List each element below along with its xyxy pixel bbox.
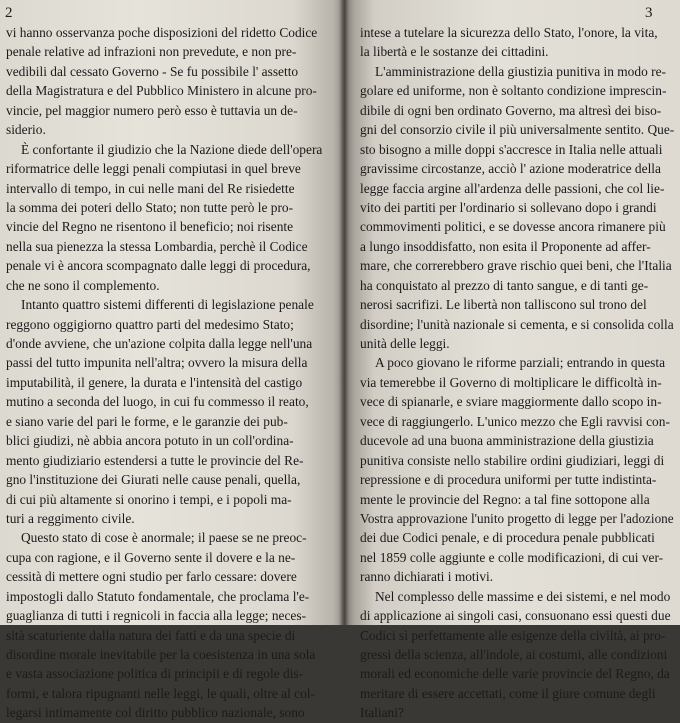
text-line: riformatrice delle leggi penali compiutasi in quel breve [6,161,301,177]
left-page-text [6,23,328,723]
text-line: ha conquistato al prezzo di tanto sangue, e di tanti ge- [360,277,649,293]
text-line: Nel complesso delle massime e dei sistemi, e nel modo [375,588,671,604]
text-line: Questo stato di cose è anormale; il paese se ne preoc- [21,530,307,546]
text-line: L'amministrazione della giustizia punitiva in modo re- [375,63,666,79]
text-line: penale relative ad infrazioni non prevedute, e non pre- [6,44,297,60]
text-line: di cui più altamente si onorino i tempi, e i popoli ma- [6,491,292,507]
text-line: sità scaturiente dalla natura dei fatti e da una specie di [6,627,296,643]
text-line: passi del tutto impunita nell'altra; ovvero la misura della [6,355,308,371]
text-line: e vasta associazione politica di principii e di regole dis- [6,666,304,682]
text-line: nella sua pienezza la stessa Lombardia, perchè il Codice [6,238,308,254]
text-line: meritare di essere accettati, come il giure comune degli [360,685,656,701]
text-line: formi, e talora ripugnanti nelle leggi, le quali, oltre al col- [6,685,315,701]
text-line: mare, che correrebbero grave rischio quei beni, che l'Italia [360,258,672,274]
text-line: mutino a seconda del luogo, in cui fu commesso il reato, [6,394,309,410]
text-line: Italiani? [360,705,404,721]
text-line: disordine morale inevitabile per la coesistenza in una sola [6,647,316,662]
text-line: a lungo insoddisfatto, non esita il Proponente ad affer- [360,238,651,254]
text-line: turi a reggimento civile. [6,510,135,526]
text-line: ducevole ad una buona amministrazione della giustizia [360,433,654,449]
text-line: vito dei partiti per l'ordinario si sollevano dopo i grandi [360,199,657,215]
text-line: repressione e di procedura uniformi per tutte indistinta- [360,472,657,488]
text-line: guaglianza di tutti i regnicoli in faccia alla legge; neces- [6,608,307,624]
text-line: vincie, pel maggior numero però esso è tuttavia un de- [6,102,298,118]
text-line: commovimenti politici, e se dovesse ancora rimanere più [360,219,666,235]
text-line: blici giudizi, nè abbia ancora potuto in un coll'ordina- [6,433,294,449]
text-line: intese a tutelare la sicurezza dello Stato, l'onore, la vita, [360,25,658,40]
text-line: sto bisogno a mille doppi s'accresce in Italia nelle attuali [360,141,663,157]
text-line: d'onde avviene, che un'azione colpita dalla legge nell'una [6,336,313,351]
text-line: imputabilità, il genere, la durata e l'intensità del castigo [6,374,303,390]
text-line: vedibili dal cessato Governo - Se fu possibile l' assetto [6,63,299,79]
text-line: ranno dichiarati i motivi. [360,569,494,585]
text-line: impostogli dallo Statuto fondamentale, che proclama l'e- [6,588,310,604]
text-line: golare ed uniforme, non è soltanto condizione imprescin- [360,83,667,99]
text-line: disordine; l'unità nazionale si cementa, e si consolida colla [360,316,674,332]
text-line: Vostra approvazione l'unito progetto di legge per l'adozione [360,510,674,526]
text-line: gravissime circostanze, acciò l' azione moderatrice della [360,161,661,177]
text-line: legge faccia argine all'ardenza delle passioni, che col lie- [360,180,665,196]
text-line: mente le provincie del Regno: a tal fine sottopone alla [360,491,650,507]
text-line: cupa con ragione, e il Governo sente il dovere e la ne- [6,549,296,565]
book-gutter [339,0,349,625]
text-line: vece di raggiungerlo. L'unico mezzo che Egli ravvisi con- [360,413,670,429]
text-line: della Magistratura e del Pubblico Ministero in alcune pro- [6,83,317,99]
text-line: siderio. [6,122,46,138]
text-line: È confortante il giudizio che la Nazione diede dell'opera [21,141,323,157]
text-line: vincie del Regno ne risentono il beneficio; noi risente [6,219,294,235]
right-page-text [360,23,674,723]
right-page-number: 3 [645,5,653,21]
text-line: legarsi intimamente col diritto pubblico nazionale, sono [6,705,305,721]
text-line: di applicazione ai singoli casi, consuonano essi questi due [360,608,671,624]
text-line: penale vi è ancora scompagnato dalle leggi di procedura, [6,258,311,274]
text-line: gressi della scienza, all'indole, ai costumi, alle condizioni [360,647,668,662]
text-line: morali ed economiche delle varie provincie del Regno, da [360,666,670,682]
text-line: intervallo di tempo, in cui nelle mani del Re risiedette [6,180,295,196]
text-line: gni del consorzio civile il più universalmente sentito. Que- [360,122,675,138]
left-page-number: 2 [5,5,13,21]
text-line: mento giudiziario estendersi a tutte le provincie del Re- [6,452,304,468]
text-line: unità delle leggi. [360,336,450,351]
text-line: la libertà e le sostanze dei cittadini. [360,44,549,60]
right-page [344,0,680,721]
text-line: Codici sì perfettamente alle esigenze della civiltà, ai pro- [360,627,666,643]
text-line: cessità di mettere ogni studio per farlo cessare: dovere [6,569,297,585]
text-line: vi hanno osservanza poche disposizioni del ridetto Codice [6,25,318,40]
text-line: che ne sono il complemento. [6,277,160,293]
text-line: e siano varie del pari le forme, e le garanzie dei pub- [6,413,288,429]
text-line: punitiva consiste nello stabilire ordini giudiziari, leggi di [360,452,665,468]
text-line: A poco giovano le riforme parziali; entrando in questa [375,355,666,371]
text-line: gno l'instituzione dei Giurati nelle cause penali, quella, [6,472,301,488]
text-line: vece di spianarle, e sviare maggiormente dallo scopo in- [360,394,662,410]
text-line: dibile di ogni ben ordinato Governo, ma altresì dei biso- [360,102,662,118]
text-line: nel 1859 colle aggiunte e colle modificazioni, di cui ver- [360,549,664,565]
text-line: la somma dei poteri dello Stato; non tutte però le pro- [6,199,294,215]
text-line: Intanto quattro sistemi differenti di legislazione penale [21,297,314,313]
text-line: nerosi sacrifizi. Le libertà non talliscono sul trono del [360,297,647,313]
text-line: reggono oggigiorno quattro parti del medesimo Stato; [6,316,294,332]
text-line: via temerebbe il Governo di moltiplicare le difficoltà in- [360,374,662,390]
text-line: dei due Codici penale, e di procedura penale pubblicati [360,530,655,546]
